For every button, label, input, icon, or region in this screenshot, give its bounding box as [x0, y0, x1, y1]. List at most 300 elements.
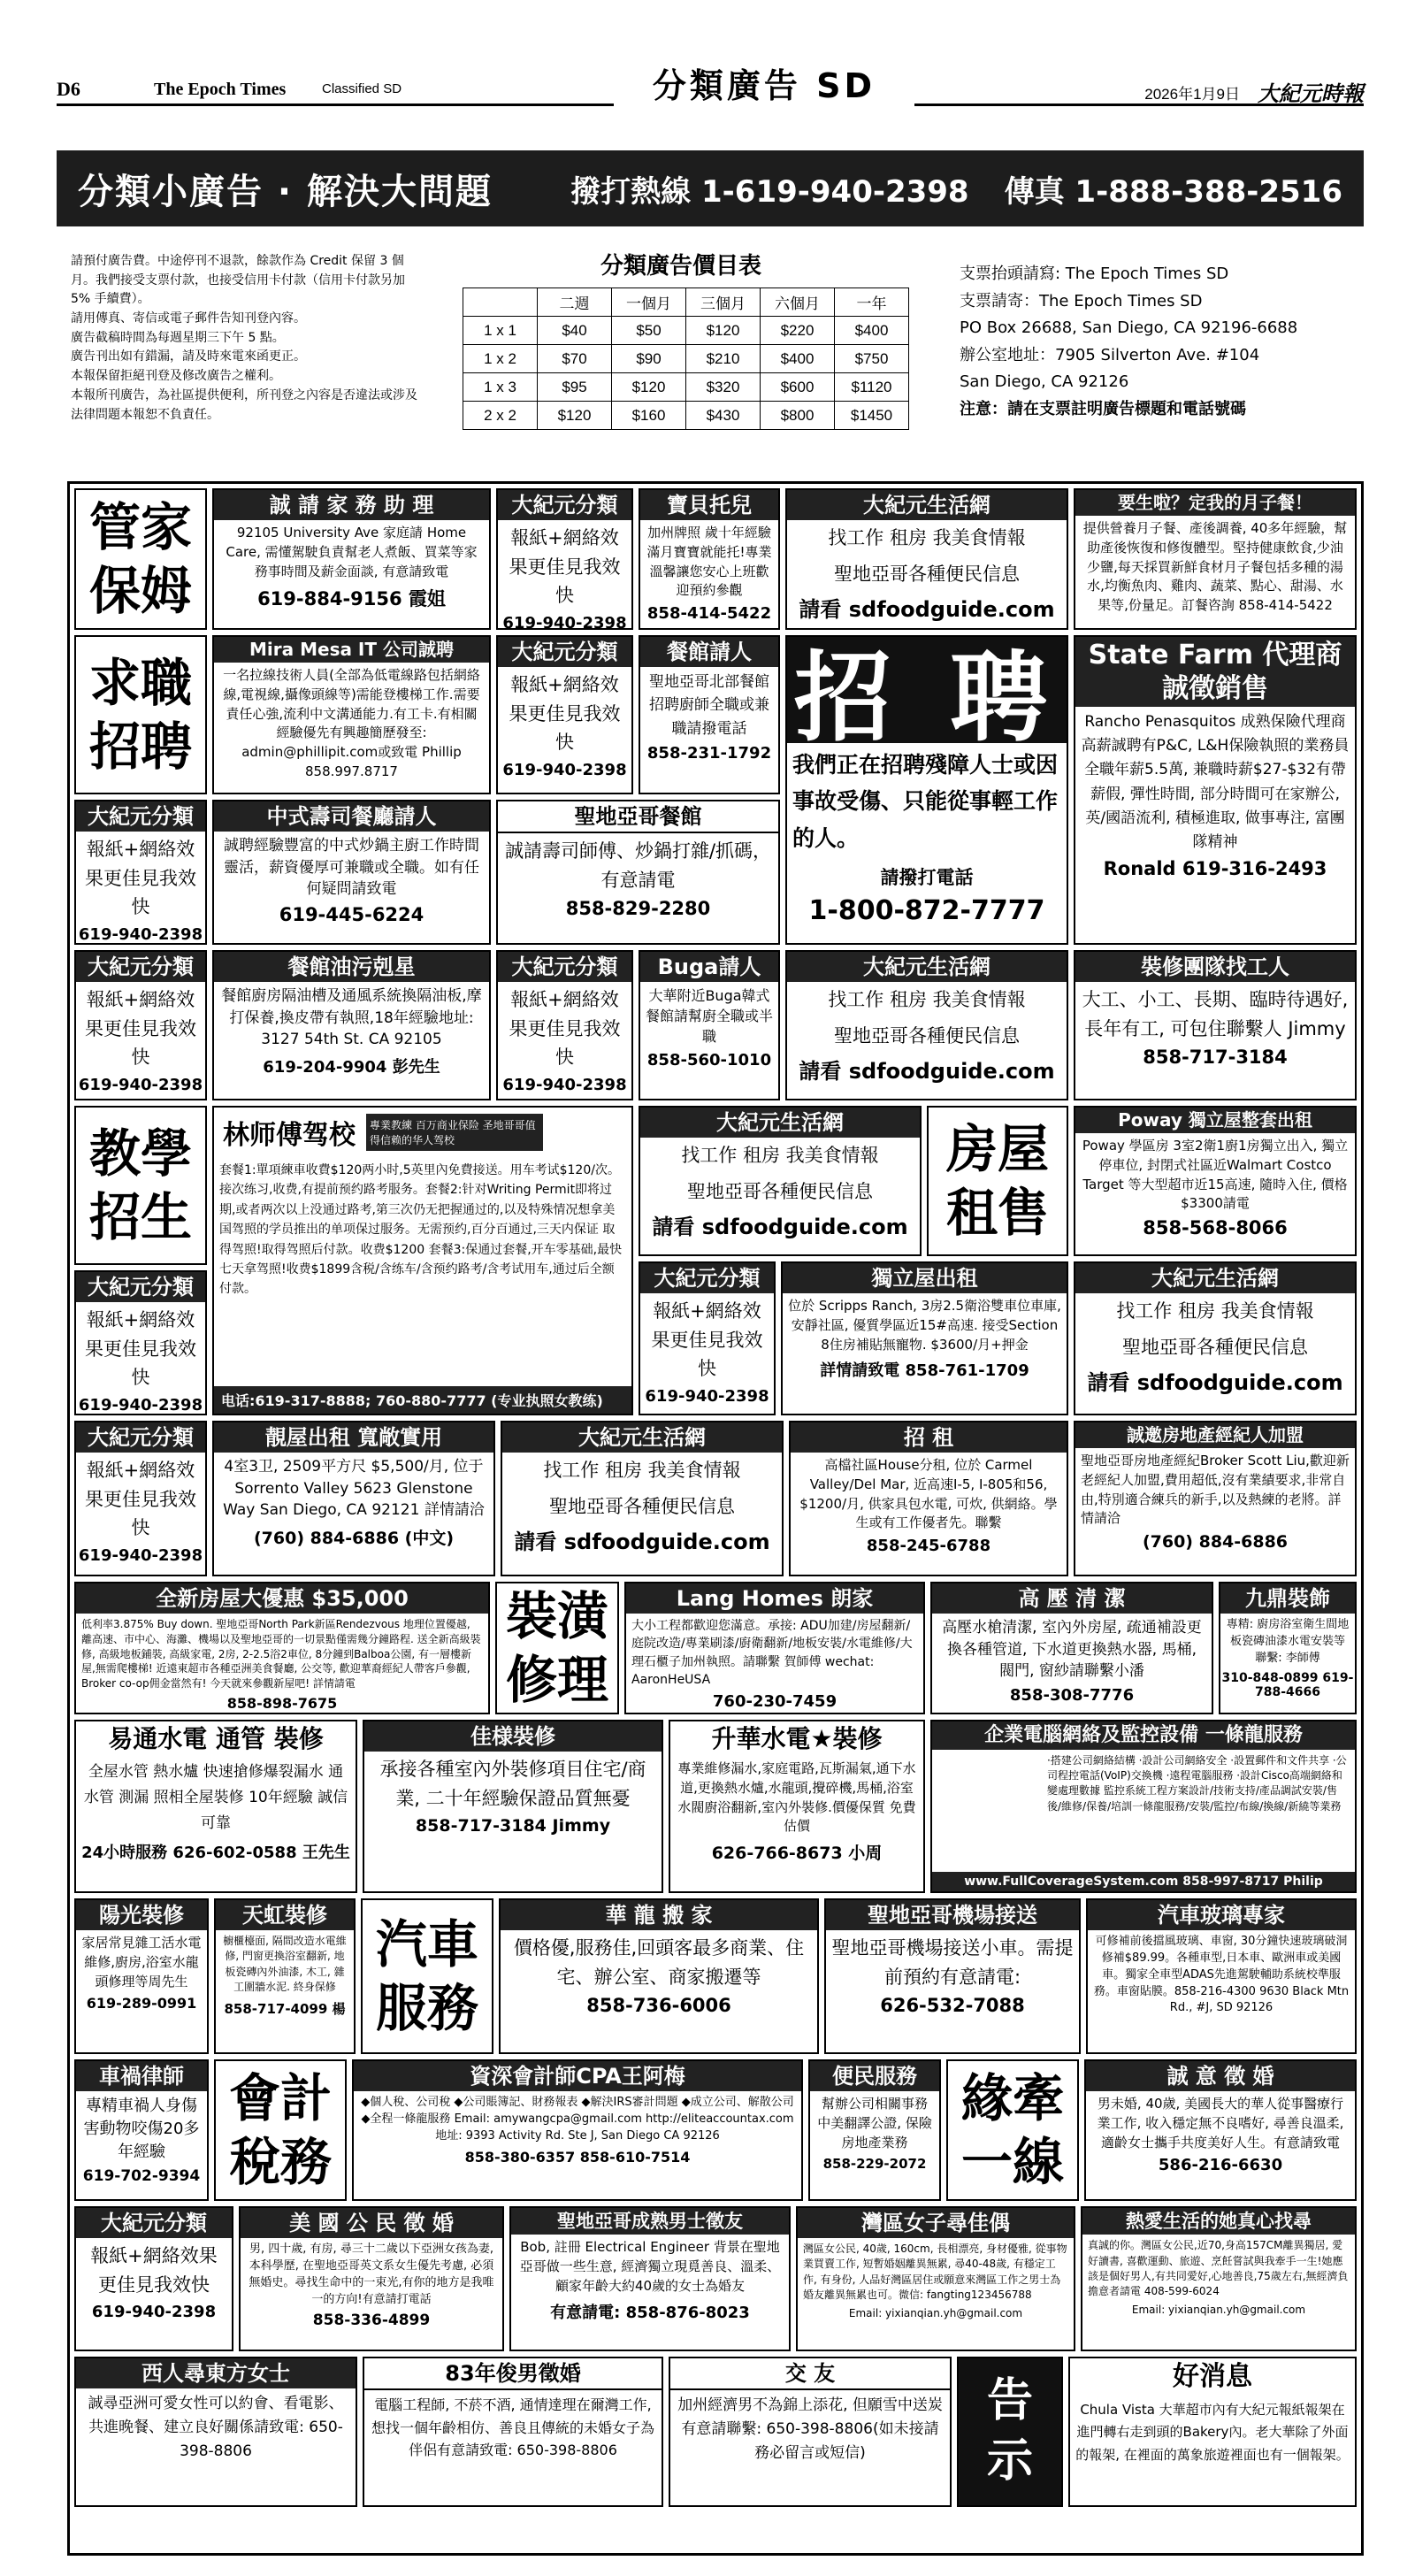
- ad-title: 華 龍 搬 家: [501, 1900, 817, 1930]
- price-cell: $1450: [835, 402, 909, 430]
- ad-title: 企業電腦網絡及監控設備 一條龍服務: [932, 1721, 1355, 1750]
- ad-phone: 619-702-9394: [82, 2167, 201, 2186]
- ad-phone: 619-940-2398: [78, 1075, 203, 1094]
- ad-body: 幫辦公司相關事務中美翻譯公證, 保險房地產業務: [817, 2096, 932, 2150]
- ad-phone: 858-229-2072: [822, 2156, 927, 2173]
- ad-title: 大紀元分類: [498, 637, 631, 667]
- ad-phone: 858-568-8066: [1143, 1217, 1288, 1238]
- price-cell: $600: [761, 373, 835, 402]
- ad-title: 大紀元生活網: [640, 1108, 920, 1138]
- ad-body: 價格優,服務佳,回頭客最多商業、住宅、辦公室、商家搬遷等: [513, 1937, 805, 1988]
- ad-phone: 858-336-4899: [312, 2312, 431, 2330]
- category-label: 緣牽 一線: [960, 2067, 1064, 2192]
- price-table: [463, 288, 909, 430]
- ad-body: 報紙+網絡效果更佳見我效快: [90, 2245, 218, 2296]
- ad-title: 中式壽司餐廳請人: [214, 801, 489, 832]
- category-tax: [214, 2059, 347, 2201]
- ad-title: 交 友: [670, 2358, 950, 2390]
- ad-body: 找工作 租房 我美食情報: [828, 527, 1026, 548]
- ad-title: 裝修團隊找工人: [1075, 952, 1355, 982]
- ad-phone: 詳情請致電 858-761-1709: [820, 1361, 1029, 1381]
- payment-line: 支票抬頭請寫: The Epoch Times SD: [960, 264, 1229, 283]
- ad-body: 聖地亞哥各種便民信息: [834, 563, 1020, 585]
- ad-renovation-workers: [1074, 950, 1357, 1100]
- ad-phone: 858-717-4099 楊: [224, 2000, 346, 2017]
- ad-body: 灣區女公民, 40歲, 160cm, 長相漂亮, 身材優雅, 從事物業買賣工作, 短暫婚姻離異無累, 尋40-48歲, 有穩定工作, 有身份, 人品好灣區居住或願意來灣區工作之男士為婚友離異無累也可。微信: fangting123456788: [803, 2242, 1067, 2302]
- ad-body: 位於 Scripps Ranch, 3房2.5衛浴雙車位車庫, 安靜社區, 優質學區近15#高速. 接受Section 8住房補貼無寵物. $3600/月+押金: [788, 1298, 1061, 1353]
- price-cell: $120: [686, 317, 761, 345]
- ad-life: [785, 488, 1068, 630]
- price-cell: $400: [835, 317, 909, 345]
- section-title: 分類廣告 SD: [614, 58, 914, 107]
- ad-body: 男未婚, 40歲, 美國長大的華人從事醫療行業工作, 收入穩定無不良嗜好, 尋善良溫柔, 適齡女士攜手共度美好人生。有意請致電: [1097, 2096, 1344, 2150]
- ad-body: 找工作 租房 我美食情報: [681, 1145, 879, 1166]
- ad-url: 請看 sdfoodguide.com: [799, 597, 1055, 623]
- ad-title: 靚屋出租 寬敞實用: [214, 1422, 493, 1453]
- price-title: 分類廣告價目表: [600, 253, 761, 280]
- ad-phone: 858-380-6357 858-610-7514: [464, 2148, 691, 2166]
- ad-title: 大紀元生活網: [787, 952, 1067, 982]
- ad-phone: 619-940-2398: [645, 1386, 769, 1406]
- ad-life: [501, 1421, 784, 1576]
- ad-phone: 858-829-2280: [565, 898, 711, 920]
- ad-email: Email: yixianqian.yh@gmail.com: [848, 2306, 1023, 2319]
- ad-body: 聖地亞哥各種便民信息: [549, 1495, 735, 1517]
- ad-title: 陽光裝修: [76, 1900, 207, 1930]
- note: 本報保留拒絕刊登及修改廣告之權利。: [71, 369, 281, 384]
- ad-house-rent: [781, 1261, 1068, 1415]
- payment-line: 支票請寄：The Epoch Times SD: [960, 291, 1203, 310]
- ad-body: 報紙+網絡效果更佳見我效快: [85, 1309, 196, 1389]
- price-header-row: [463, 288, 909, 317]
- ad-mira: [212, 635, 491, 794]
- price-cell: $400: [761, 345, 835, 373]
- category-label: 裝潢 修理: [505, 1585, 608, 1710]
- price-cell: $90: [612, 345, 686, 373]
- ad-body: 聖地亞哥各種便民信息: [834, 1024, 1020, 1046]
- price-row: [463, 402, 909, 430]
- payment-line: San Diego, CA 92126: [960, 372, 1129, 392]
- ad-title: 汽車玻璃專家: [1088, 1900, 1355, 1930]
- ad-title: Mira Mesa IT 公司誠聘: [214, 637, 489, 663]
- price-cell: $430: [686, 402, 761, 430]
- ad-body: 家居常見雜工活水電維修,廚房,浴室水龍頭修理等周先生: [81, 1935, 202, 1990]
- ad-body: Rancho Penasquitos 成熟保險代理商高薪誠聘有P&C, L&H保險執照的業務員全職年薪5.5萬, 兼職時薪$27-$32有帶薪假, 彈性時間, 部分時間可在家辦公, 英/國語流利, 積極進取, 做事專注, 富團隊精神: [1081, 713, 1350, 851]
- ad-nine-decor: [1219, 1582, 1357, 1714]
- hotline-banner: [57, 150, 1364, 226]
- ad-buga: [639, 950, 780, 1100]
- ad-body: 專業維修漏水,家庭電路,瓦斯漏氣,通下水道,更換熱水爐,水龍頭,攪碎機,馬桶,浴室水閥廚浴翻新,室內外裝修.價優保質 免費估價: [677, 1760, 916, 1835]
- ad-body: 大華附近Buga韓式餐館請幫廚全職或半職: [646, 987, 774, 1046]
- ad-title: 九鼎裝飾: [1220, 1583, 1355, 1614]
- ad-body: 加州牌照 歲十年經驗 滿月寶寶就能托!專業溫馨讓您安心上班歡迎預約參觀: [646, 525, 772, 599]
- price-row: [463, 373, 909, 402]
- ad-body: 誠請壽司師傅、炒鍋打雜/抓碼，有意請電: [504, 840, 772, 891]
- ad-hiring: [785, 635, 1068, 945]
- price-header: 二週: [538, 288, 612, 317]
- ad-sunshine-reno: [74, 1898, 209, 2054]
- ad-phone: 858-736-6006: [586, 1995, 731, 2017]
- category-jobs: [74, 635, 207, 794]
- ad-title: 大紀元生活網: [1075, 1263, 1355, 1293]
- category-renovation: [495, 1582, 619, 1714]
- ad-title: 誠 意 徵 婚: [1086, 2061, 1355, 2091]
- page-number: D6: [57, 78, 80, 100]
- ad-dji: [496, 950, 633, 1100]
- price-header: 一個月: [612, 288, 686, 317]
- ad-body: 可修補前後擋風玻璃、車窗, 30分鐘快速玻璃破洞修補$89.99。各種車型,日本車、歐洲車或美國車。獨家全車型ADAS先進駕駛輔助系統校準服務。車窗貼膜。858-216-4300 9630 Black Mtn Rd., #J, SD 92126: [1093, 1935, 1350, 2015]
- ad-for-rent: [789, 1421, 1068, 1576]
- ad-body: 報紙+網絡效果更佳見我效快: [651, 1300, 763, 1380]
- price-cell: $160: [612, 402, 686, 430]
- ad-phone: 619-940-2398: [502, 1075, 627, 1094]
- ad-lawyer: [74, 2059, 209, 2201]
- ad-phone: 858-245-6788: [866, 1537, 991, 1555]
- category-house: [927, 1106, 1068, 1256]
- ad-title: State Farm 代理商誠徵銷售: [1075, 637, 1355, 707]
- ad-phone: 619-204-9904 彭先生: [263, 1057, 440, 1077]
- ad-phone: 858-231-1792: [646, 744, 772, 763]
- ad-phone: www.FullCoverageSystem.com 858-997-8717 Philip: [932, 1872, 1355, 1891]
- ad-phone: 858-414-5422: [646, 604, 772, 623]
- price-cell: $120: [538, 402, 612, 430]
- ad-title: 全新房屋大優惠 $35,000: [76, 1583, 488, 1614]
- ad-title: 佳様裝修: [364, 1721, 662, 1752]
- ad-body: 真誠的你。灣區女公民,近70,身高157CM離異獨居, 愛好讀書, 喜歡運動、旅遊、烹飪嘗試與我牽手一生!她應該是個好男人,有共同愛好,心地善良,75歲左右,無經濟負擔意者請電 408-599-6024: [1088, 2239, 1349, 2298]
- price-cell: 1 x 2: [463, 345, 538, 373]
- note: 廣告截稿時間為每週星期三下午 5 點。: [71, 330, 285, 345]
- ad-chef: [639, 635, 780, 794]
- payment-line: 注意：請在支票註明廣告標題和電話號碼: [960, 399, 1246, 418]
- ad-body: Bob, 註冊 Electrical Engineer 背景在聖地亞哥做一些生意, 經濟獨立現覓善良、溫柔、顧家年齡大約40歲的女士為婚友: [519, 2239, 781, 2294]
- ad-auto-glass: [1086, 1898, 1357, 2054]
- ad-tagline: 專業教練 百万商业保险 圣地哥哥值得信赖的华人驾校: [366, 1114, 543, 1151]
- payment-info: [960, 261, 1358, 424]
- ad-good-news: [1068, 2357, 1357, 2507]
- price-header: 六個月: [761, 288, 835, 317]
- ad-title: 熱愛生活的她真心找尋: [1082, 2208, 1355, 2235]
- hiring-title: 招 聘: [793, 641, 1060, 755]
- ad-phone: Ronald 619-316-2493: [1103, 858, 1327, 880]
- ad-new-homes: [74, 1582, 490, 1714]
- ad-dji: [496, 488, 633, 630]
- ad-title: 聖地亞哥成熟男士徵友: [511, 2208, 789, 2235]
- category-label: 告 示: [986, 2374, 1033, 2488]
- ad-pressure-wash: [930, 1582, 1213, 1714]
- price-row: [463, 345, 909, 373]
- ad-life: [639, 1106, 922, 1256]
- ad-body: 報紙+網絡效果更佳見我效快: [509, 989, 621, 1069]
- ad-body: 誠尋亞洲可愛女性可以約會、看電影、共進晚餐、建立良好關係請致電: 650-398-8806: [88, 2395, 344, 2461]
- ad-body: Chula Vista 大華超市內有大紀元報紙報架在進門轉右走到頭的Bakery內。老大華除了外面的報架, 在裡面的萬象旅遊裡面也有一個報架。: [1075, 2401, 1350, 2463]
- ad-love-life: [1081, 2206, 1357, 2351]
- ad-easy-plumbing: [74, 1720, 357, 1893]
- category-label: 會計 稅務: [228, 2067, 332, 2192]
- ad-title: 要生啦？定我的月子餐！: [1075, 490, 1355, 516]
- ad-phone: 1-800-872-7777: [808, 895, 1045, 927]
- ad-body: 聖地亞哥機場接送小車。需提前預約有意請電:: [831, 1937, 1074, 1988]
- ad-title: Lang Homes 朗家: [626, 1583, 923, 1614]
- ad-jiayang-reno: [363, 1720, 663, 1893]
- brand-name: The Epoch Times: [154, 80, 287, 99]
- ad-title: 天虹裝修: [216, 1900, 354, 1930]
- ad-phone: 858-717-3184: [1143, 1046, 1288, 1069]
- ad-friendship: [669, 2357, 952, 2507]
- ad-home-aide: [212, 488, 491, 630]
- ad-phone: 619-289-0991: [86, 1995, 197, 2012]
- ad-phone: 626-532-7088: [880, 1995, 1025, 2017]
- ad-dji: [74, 1270, 207, 1415]
- price-header: 三個月: [686, 288, 761, 317]
- ad-hualong-movers: [499, 1898, 819, 2054]
- ad-url: 請看 sdfoodguide.com: [652, 1215, 908, 1240]
- ad-title: 大紀元分類: [76, 952, 205, 982]
- ad-phone: (760) 884-6886: [1142, 1532, 1289, 1552]
- ad-title: 誠 請 家 務 助 理: [214, 490, 489, 520]
- price-cell: $320: [686, 373, 761, 402]
- ad-phone: 619-940-2398: [78, 924, 203, 944]
- ad-bright-house: [212, 1421, 495, 1576]
- note: 請預付廣告費。中途停刊不退款，餘款作為 Credit 保留 3 個月。我們接受支票付款，也接受信用卡付款（信用卡付款另加 5% 手續費）。: [71, 254, 405, 307]
- ad-tianhong: [214, 1898, 356, 2054]
- ad-title: 招 租: [791, 1422, 1067, 1453]
- ad-body: 找工作 租房 我美食情報: [1116, 1300, 1314, 1322]
- price-cell: $40: [538, 317, 612, 345]
- ad-oil: [212, 950, 491, 1100]
- ad-us-citizen: [239, 2206, 504, 2351]
- banner-hotline: 撥打熱線 1-619-940-2398: [570, 173, 969, 210]
- ad-phone: 858-560-1010: [646, 1050, 772, 1070]
- ad-phone: 760-230-7459: [712, 1692, 838, 1712]
- ad-state-farm: [1074, 635, 1357, 945]
- ad-phone: 619-940-2398: [91, 2303, 217, 2322]
- ad-body: 承接各種室內外裝修項目住宅/商業, 二十年經驗保證品質無憂: [379, 1759, 646, 1809]
- note: 廣告刊出如有錯漏，請及時來電來函更正。: [71, 349, 306, 364]
- ad-body: 找工作 租房 我美食情報: [828, 989, 1026, 1010]
- ad-phone: 619-940-2398: [78, 1545, 203, 1565]
- ad-body: 電腦工程師, 不菸不酒, 通情達理在爾灣工作, 想找一個年齡相仿、善良且傳統的未婚女子為伴侶有意請致電: 650-398-8806: [371, 2396, 654, 2459]
- ad-poway: [1074, 1106, 1357, 1256]
- ad-phone: 电话:619-317-8888; 760-880-7777 (专业执照女教练): [214, 1386, 631, 1414]
- hiring-banner: [787, 637, 1067, 755]
- ad-body: 套餐1:單項練車收費$120两小时,5英里內免費接送。用车考试$120/次。接次练习,收费,有提前预约路考服务。套餐2:针对Writing Permit即将过期,或者两次以上没通过路考,第三次仍无把握通过的,以及特殊情况想拿美国驾照的学员推出的单项保过服务。无需预约,百分百通过,三天内保证 取得驾照!取得驾照后付款。收费$1200 套餐3:保通过套餐,开车零基础,最快七天拿驾照!收费$1899含税/含练车/含预约路考/含考试用车,通过后全额付款。: [219, 1163, 623, 1297]
- ad-body: 一名拉線技術人員(全部為低電線路包括網絡線,電視線,攝像頭線等)需能登樓梯工作.需要責任心強,流利中文溝通能力.有工卡.有相關經驗優先有興趣簡歷發至: admin@phillipit.com或致電 Phillip 858.997.8717: [223, 667, 480, 779]
- note: 請用傳真、寄信或電子郵件告知刊登內容。: [71, 311, 306, 326]
- ad-body: 大小工程都歡迎您滿意。承接: ADU加建/房屋翻新/庭院改造/專業刷漆/廚衛翻新/地板安裝/水電維修/大理石櫃子加州執照。請聯繫 賀師傅 wechat: AaronHeUSA: [631, 1619, 913, 1687]
- category-teach: [74, 1106, 207, 1265]
- price-cell: $70: [538, 345, 612, 373]
- ad-body: 高檔社區House分租, 位於 Carmel Valley/Del Mar, 近高速I-5, I-805和56, $1200/月, 供家具包水電, 可炊, 供網絡。學生或有工作優者先。聯繫: [799, 1457, 1058, 1531]
- ad-phone: 619-884-9156 霞姐: [257, 588, 446, 610]
- ad-body: 櫥櫃檯面, 隔間改造水電維修, 門窗更換浴室翻新, 地板瓷磚內外油漆, 木工, 雜工圍牆水泥. 終身保修: [223, 1935, 347, 1994]
- ad-phone: 有意請電: 858-876-8023: [550, 2303, 750, 2322]
- ad-title: 大紀元生活網: [502, 1422, 782, 1453]
- ad-dji: [74, 2206, 233, 2351]
- ad-body: 報紙+網絡效果更佳見我效快: [85, 989, 196, 1069]
- ad-phone: 24小時服務 626-602-0588 王先生: [81, 1843, 350, 1862]
- category-label: 求職 招聘: [88, 652, 192, 777]
- ad-url: 請看 sdfoodguide.com: [799, 1059, 1055, 1085]
- ad-title: 易通水電 通管 裝修: [76, 1721, 356, 1756]
- payment-line: PO Box 26688, San Diego, CA 92196-6688: [960, 318, 1298, 338]
- price-cell: $220: [761, 317, 835, 345]
- price-cell: $750: [835, 345, 909, 373]
- ad-body: 誠聘經驗豐富的中式炒鍋主廚工作時間靈活，薪資優厚可兼職或全職。如有任何疑問請致電: [224, 837, 479, 899]
- price-cell: $95: [538, 373, 612, 402]
- ad-sushi: [212, 800, 491, 945]
- category-label: 管家 保姆: [88, 496, 192, 621]
- category-housekeeper: [74, 488, 207, 630]
- ad-body: 專精: 廚房浴室衛生間地板瓷磚油漆水電安裝等聯繫: 李師傅: [1226, 1618, 1350, 1665]
- ad-phone: 619-940-2398: [78, 1395, 203, 1414]
- ad-phone: 858-898-7675: [226, 1694, 338, 1712]
- ad-body: 我們正在招聘殘障人士或因事故受傷、只能從事輕工作的人。: [792, 752, 1059, 851]
- ad-shenghua: [669, 1720, 925, 1893]
- page-header: [57, 66, 1364, 106]
- ad-body: 報紙+網絡效果更佳見我效快: [85, 1460, 196, 1539]
- ad-phone: 619-940-2398: [502, 760, 627, 779]
- ad-title: 大紀元分類: [76, 1272, 205, 1302]
- ad-phone: 858-717-3184 Jimmy: [415, 1816, 611, 1836]
- ad-bay-area-woman: [796, 2206, 1075, 2351]
- ad-title: 大紀元分類: [76, 1422, 205, 1453]
- issue-date: 2026年1月9日: [1144, 86, 1240, 103]
- ad-body: 報紙+網絡效果更佳見我效快: [85, 839, 196, 918]
- ad-dji: [74, 1421, 207, 1576]
- ad-body: 92105 University Ave 家庭請 Home Care, 需懂駕駛負責幫老人煮飯、買菜等家務事時間及薪金面談, 有意請致電: [226, 525, 478, 579]
- ad-title: 灣區女子尋佳偶: [798, 2208, 1074, 2238]
- paper-logo: 大紀元時報: [1258, 80, 1364, 106]
- ad-body: 聖地亞哥北部餐館招聘廚師全職或兼職請撥電話: [649, 673, 769, 738]
- ad-convenience: [808, 2059, 941, 2201]
- ad-title: 高 壓 清 潔: [932, 1583, 1212, 1614]
- category-notice: [957, 2357, 1063, 2507]
- ad-dji: [639, 1261, 776, 1415]
- ad-body: 聖地亞哥房地產經紀Broker Scott Liu,歡迎新老經紀人加盟,費用超低,沒有業績要求,非常自由,特別適合練兵的新手,以及熱練的老將。詳情請洽: [1081, 1453, 1350, 1527]
- ad-title: 大紀元生活網: [787, 490, 1067, 520]
- ad-body: 餐館廚房隔油槽及通風系統換隔油板,摩打保養,換皮帶有執照,18年經驗地址: 3127 54th St. CA 92105: [221, 987, 482, 1049]
- ad-driving-school: [212, 1106, 633, 1415]
- ad-sincere-marriage: [1084, 2059, 1357, 2201]
- banner-title: 分類小廣告 · 解決大問題: [78, 171, 493, 212]
- price-cell: $800: [761, 402, 835, 430]
- price-cell: $50: [612, 317, 686, 345]
- ad-phone: 586-216-6630: [1158, 2156, 1283, 2175]
- ad-title: 資深會計師CPA王阿梅: [354, 2061, 801, 2091]
- price-header: 一年: [835, 288, 909, 317]
- category-car: [361, 1898, 493, 2054]
- ad-phone: 858-308-7776: [1009, 1685, 1135, 1705]
- ad-title: 83年俊男徵婚: [364, 2358, 662, 2390]
- ad-title: 大紀元分類: [76, 2208, 232, 2238]
- ad-body: 大工、小工、長期、臨時待遇好, 長年有工, 可包住聯繫人 Jimmy: [1082, 989, 1349, 1039]
- banner-fax: 傳真 1-888-388-2516: [1004, 173, 1342, 210]
- ad-month-meal: [1074, 488, 1357, 630]
- ad-airport: [824, 1898, 1081, 2054]
- ad-body: ·搭建公司網絡結構 ·設計公司網絡安全 ·設置郵件和文件共享 ·公司程控電話(VoIP)交換機 ·遠程電腦服務 ·設計Cisco高端網絡和變處理數據 監控系統工程方案設計/技術支持/產品調試安裝/售後/維修/保養/培訓一條龍服務/安裝/監控/布線/換線/新繞等業務: [1047, 1753, 1347, 1813]
- ad-life: [1074, 1261, 1357, 1415]
- ad-title: 大紀元分類: [640, 1263, 774, 1293]
- ad-realtor: [1074, 1421, 1357, 1576]
- ad-body: 全屋水管 熱水爐 快速搶修爆裂漏水 通水管 測漏 照相全屋裝修 10年經驗 誠信可靠: [83, 1763, 348, 1832]
- ad-baby: [639, 488, 780, 630]
- ad-body: 加州經濟男不為錦上添花, 但願雪中送炭有意請聯繫: 650-398-8806(如未接請務必留言或短信): [677, 2396, 943, 2463]
- ad-email: Email: yixianqian.yh@gmail.com: [1131, 2303, 1306, 2316]
- ad-mature-man: [509, 2206, 791, 2351]
- ad-phone: 619-940-2398: [502, 613, 627, 630]
- ad-body: ◆個人稅、公司稅 ◆公司賬簿記、財務報表 ◆解決IRS審計問題 ◆成立公司、解散公司 ◆全程一條龍服務 Email: amywangcpa@gmail.com http://eliteaccountax.com 地址: 9393 Activity Rd. Ste J, San Diego CA 92126: [361, 2096, 794, 2143]
- ad-url: 請看 sdfoodguide.com: [1087, 1370, 1343, 1396]
- ad-it-services: [930, 1720, 1357, 1893]
- ad-title: 大紀元分類: [498, 952, 631, 982]
- ad-title: 大紀元分類: [76, 801, 205, 832]
- category-dating: [946, 2059, 1079, 2201]
- ad-body: 聖地亞哥各種便民信息: [1122, 1336, 1308, 1358]
- price-cell: 1 x 1: [463, 317, 538, 345]
- price-cell: 1 x 3: [463, 373, 538, 402]
- ad-title: 西人尋東方女士: [76, 2358, 356, 2388]
- ad-sd-restaurant: [496, 800, 780, 945]
- price-cell: $120: [612, 373, 686, 402]
- ad-life: [785, 950, 1068, 1100]
- ad-body: 報紙+網絡效果更佳見我效快: [509, 527, 621, 607]
- ad-body: 4室3卫, 2509平方尺 $5,500/月, 位于 Sorrento Valley 5623 Glenstone Way San Diego, CA 92121 詳情請洽: [223, 1458, 485, 1520]
- ad-dji: [74, 950, 207, 1100]
- ad-body: 提供營養月子餐、產後調養, 40多年經驗，幫助產後恢復和修復體型。堅持健康飲食,少油少鹽,每天採買新鮮食材月子餐包括多種的湯水,均衡魚肉、雞肉、蔬菜、點心、甜湯、水果等,份量足。訂餐咨詢 858-414-5422: [1082, 520, 1348, 613]
- ad-title: 餐館請人: [640, 637, 778, 667]
- ad-phone: 619-445-6224: [279, 903, 424, 925]
- ad-phone: 310-848-0899 619-788-4666: [1221, 1670, 1354, 1699]
- ad-title: 獨立屋出租: [783, 1263, 1067, 1293]
- ad-url: 請看 sdfoodguide.com: [514, 1530, 770, 1555]
- ad-body: 找工作 租房 我美食情報: [543, 1460, 741, 1481]
- ad-phone: 626-766-8673 小周: [711, 1844, 883, 1863]
- category-label: 房屋 租售: [945, 1118, 1049, 1243]
- category-label: 教學 招生: [88, 1123, 192, 1247]
- ad-title: 大紀元分類: [498, 490, 631, 520]
- ad-notes: [71, 252, 424, 425]
- ad-title: 餐館油污剋星: [214, 952, 489, 982]
- ad-title: Buga請人: [640, 952, 778, 982]
- price-cell: $210: [686, 345, 761, 373]
- ad-title: 車禍律師: [76, 2061, 207, 2091]
- ad-title: 林师傅驾校: [223, 1120, 356, 1151]
- price-header: [463, 288, 538, 317]
- ad-title: 誠邀房地產經紀人加盟: [1075, 1422, 1355, 1448]
- ad-lang-homes: [624, 1582, 925, 1714]
- price-cell: 2 x 2: [463, 402, 538, 430]
- drive-header: [214, 1108, 631, 1157]
- payment-line: 辦公室地址：7905 Silverton Ave. #104: [960, 345, 1260, 364]
- ad-body: 高壓水槍清潔, 室內外房屋, 疏通補設更換各種管道, 下水道更換熱水器, 馬桶, 閥門, 窗紗請聯繫小潘: [942, 1619, 1202, 1681]
- price-cell: $1120: [835, 373, 909, 402]
- note: 本報所刊廣告，為社區提供便利，所刊登之內容是否違法或涉及法律問題本報恕不負責任。: [71, 387, 417, 422]
- ad-title: 美 國 公 民 徵 婚: [241, 2208, 502, 2238]
- category-label: 汽車 服務: [375, 1913, 478, 2038]
- ad-title: 聖地亞哥餐館: [498, 801, 778, 833]
- ad-phone: (760) 884-6886 (中文): [253, 1528, 455, 1548]
- ad-title: 升華水電★裝修: [670, 1721, 923, 1756]
- ad-title: 寶貝托兒: [640, 490, 778, 520]
- ad-body: 報紙+網絡效果更佳見我效快: [509, 674, 621, 754]
- ad-body: 聖地亞哥各種便民信息: [687, 1180, 873, 1202]
- price-row: [463, 317, 909, 345]
- ad-83-man: [363, 2357, 663, 2507]
- ad-dji: [74, 800, 207, 945]
- ad-body: Poway 學區房 3室2衛1廚1房獨立出入, 獨立停車位, 封閉式社區近Walmart Costco Target 等大型超市近15高速, 隨時入住, 價格 $3300請電: [1082, 1138, 1349, 1212]
- ad-title: Poway 獨立屋整套出租: [1075, 1108, 1355, 1133]
- ad-title: 好消息: [1070, 2358, 1355, 2396]
